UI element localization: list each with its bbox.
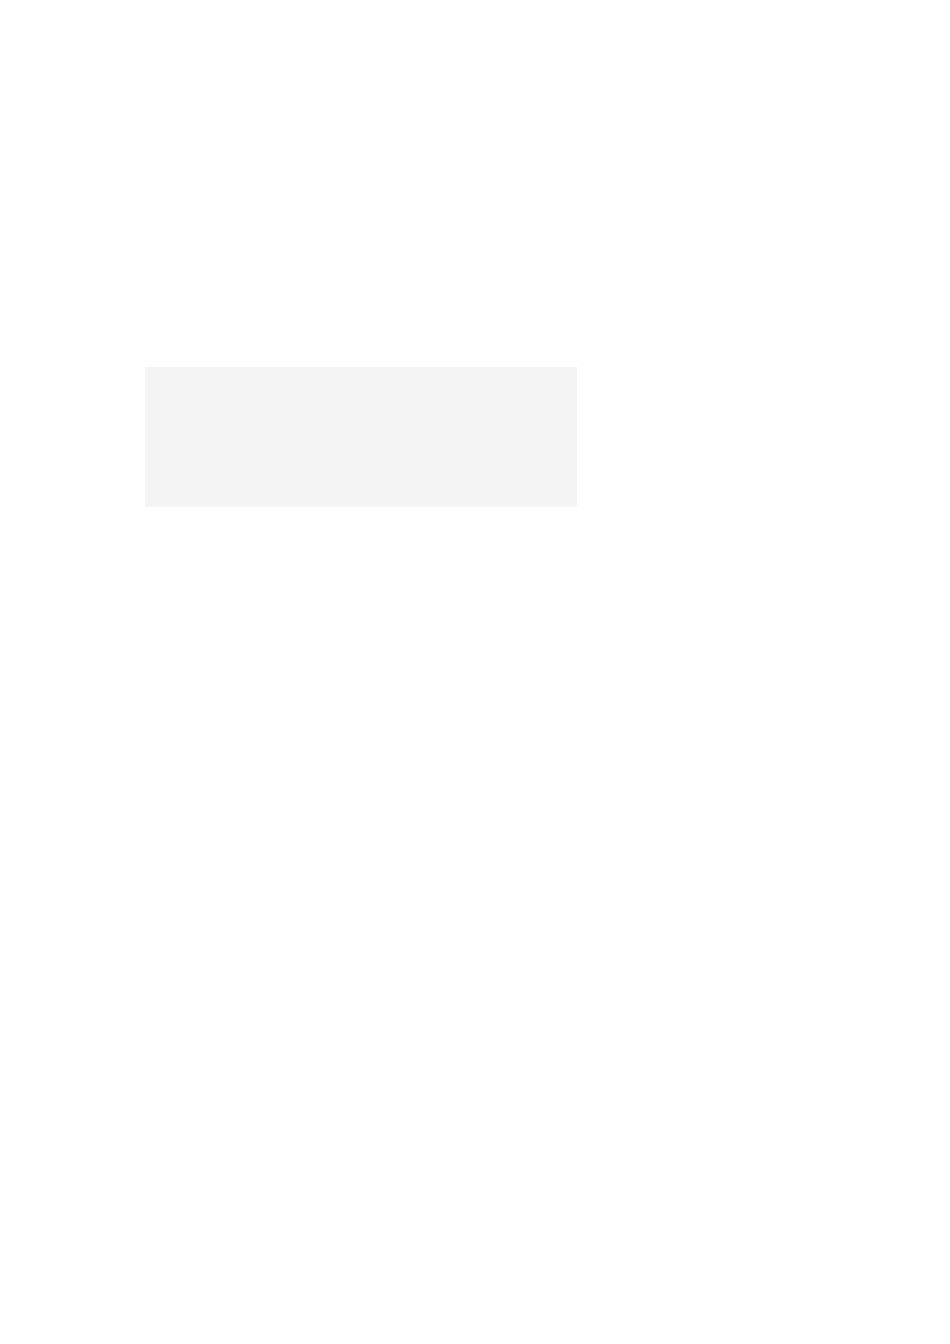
figure-background (145, 367, 577, 507)
abacus-figure (145, 335, 585, 510)
abacus-diagram (145, 335, 585, 510)
